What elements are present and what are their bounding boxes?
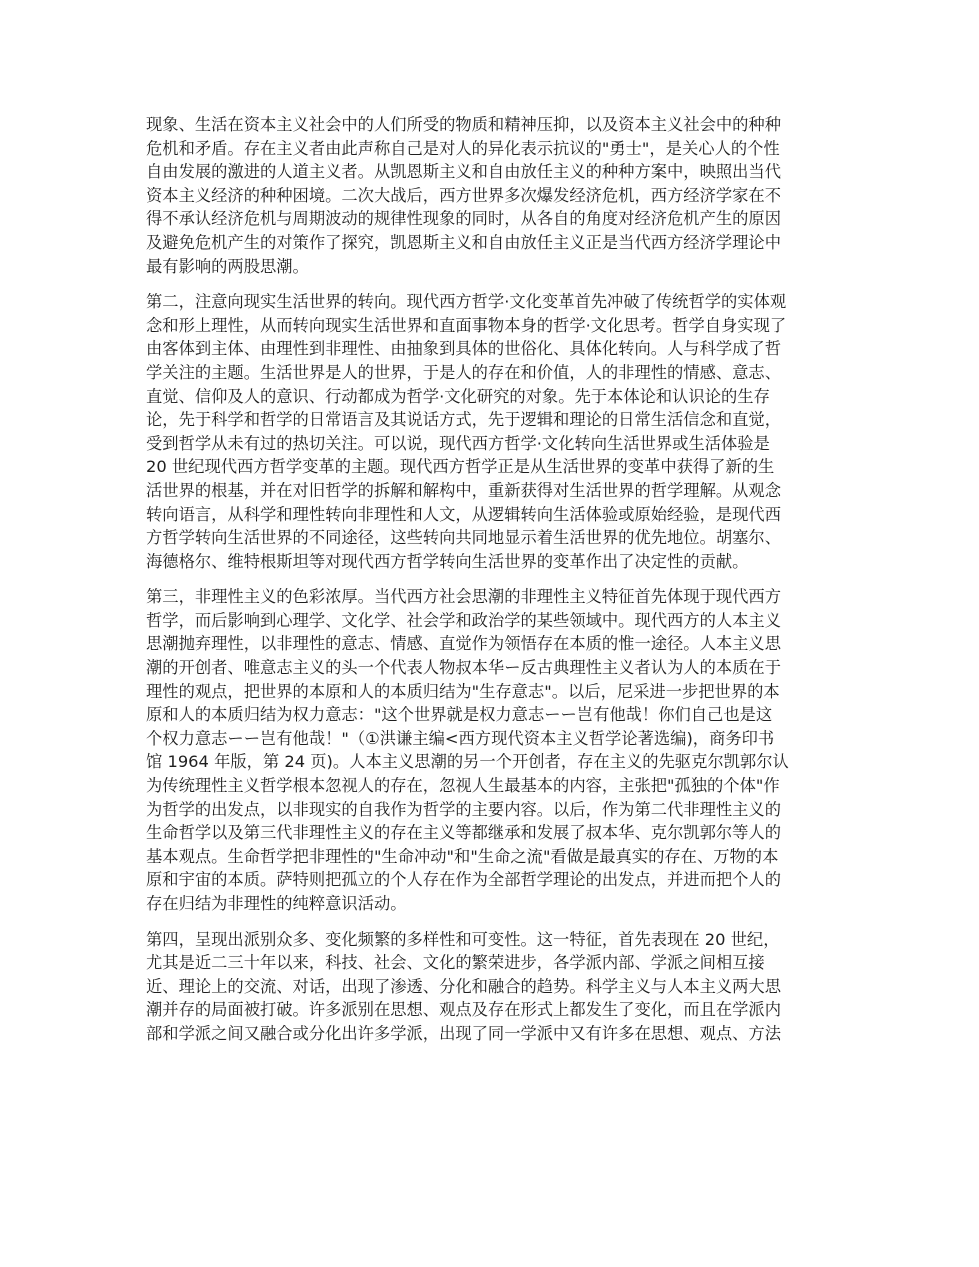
text-line: 论，先于科学和哲学的日常语言及其说话方式，先于逻辑和理论的日常生活信念和直觉， bbox=[146, 410, 781, 430]
text-line: 直觉、信仰及人的意识、行动都成为哲学·文化研究的对象。先于本体论和认识论的生存 bbox=[146, 386, 770, 406]
paragraph-2 bbox=[146, 290, 846, 573]
text-line: 理性的观点，把世界的本原和人的本质归结为"生存意志"。以后，尼采进一步把世界的本 bbox=[146, 681, 780, 701]
text-line: 资本主义经济的种种困境。二次大战后，西方世界多次爆发经济危机，西方经济学家在不 bbox=[146, 185, 781, 205]
text-line: 生命哲学以及第三代非理性主义的存在主义等都继承和发展了叔本华、克尔凯郭尔等人的 bbox=[146, 823, 781, 843]
text-line: 现象、生活在资本主义社会中的人们所受的物质和精神压抑，以及资本主义社会中的种种 bbox=[146, 115, 781, 134]
text-line: 受到哲学从未有过的热切关注。可以说，现代西方哲学·文化转向生活世界或生活体验是 bbox=[146, 433, 770, 453]
text-line: 潮的开创者、唯意志主义的头一个代表人物叔本华ー反古典理性主义者认为人的本质在于 bbox=[146, 658, 781, 678]
text-line: 潮并存的局面被打破。许多派别在思想、观点及存在形式上都发生了变化，而且在学派内 bbox=[146, 1000, 781, 1020]
text-line: 尤其是近二三十年以来，科技、社会、文化的繁荣进步，各学派内部、学派之间相互接 bbox=[146, 953, 765, 973]
text-line: 学关注的主题。生活世界是人的世界，于是人的存在和价值，人的非理性的情感、意志、 bbox=[146, 362, 781, 382]
paragraph-3 bbox=[146, 585, 846, 915]
text-line: 自由发展的激进的人道主义者。从凯恩斯主义和自由放任主义的种种方案中，映照出当代 bbox=[146, 162, 781, 182]
text-line: 第三，非理性主义的色彩浓厚。当代西方社会思潮的非理性主义特征首先体现于现代西方 bbox=[146, 587, 781, 607]
paragraph-4 bbox=[146, 928, 846, 1046]
text-line: 第二，注意向现实生活世界的转向。现代西方哲学·文化变革首先冲破了传统哲学的实体观 bbox=[146, 292, 787, 312]
text-line: 方哲学转向生活世界的不同途径，这些转向共同地显示着生活世界的优先地位。胡塞尔、 bbox=[146, 528, 781, 548]
text-line: 原和宇宙的本质。萨特则把孤立的个人存在作为全部哲学理论的出发点，并进而把个人的 bbox=[146, 870, 781, 890]
text-line: 活世界的根基，并在对旧哲学的拆解和解构中，重新获得对生活世界的哲学理解。从观念 bbox=[146, 480, 781, 500]
text-line: 原和人的本质归结为权力意志："这个世界就是权力意志ーー岂有他哉！你们自己也是这 bbox=[146, 705, 773, 725]
text-line: 20 世纪现代西方哲学变革的主题。现代西方哲学正是从生活世界的变革中获得了新的生 bbox=[146, 457, 775, 477]
text-line: 思潮抛弃理性，以非理性的意志、情感、直觉作为领悟存在本质的惟一途径。人本主义思 bbox=[146, 634, 781, 654]
text-line: 及避免危机产生的对策作了探究，凯恩斯主义和自由放任主义正是当代西方经济学理论中 bbox=[146, 232, 781, 252]
text-line: 近、理论上的交流、对话，出现了渗透、分化和融合的趋势。科学主义与人本主义两大思 bbox=[146, 976, 781, 996]
document-page bbox=[146, 113, 846, 1058]
text-line: 为传统理性主义哲学根本忽视人的存在，忽视人生最基本的内容，主张把"孤独的个体"作 bbox=[146, 776, 780, 796]
text-line: 第四，呈现出派别众多、变化频繁的多样性和可变性。这一特征，首先表现在 20 世纪， bbox=[146, 929, 780, 949]
text-line: 存在归结为非理性的纯粹意识活动。 bbox=[146, 894, 407, 913]
text-line: 危机和矛盾。存在主义者由此声称自己是对人的异化表示抗议的"勇士"，是关心人的个性 bbox=[146, 138, 780, 158]
text-line: 得不承认经济危机与周期波动的规律性现象的同时，从各自的角度对经济危机产生的原因 bbox=[146, 209, 781, 229]
text-line: 转向语言，从科学和理性转向非理性和人文，从逻辑转向生活体验或原始经验，是现代西 bbox=[146, 504, 781, 524]
text-line: 由客体到主体、由理性到非理性、由抽象到具体的世俗化、具体化转向。人与科学成了哲 bbox=[146, 339, 781, 359]
text-line: 念和形上理性，从而转向现实生活世界和直面事物本身的哲学·文化思考。哲学自身实现了 bbox=[146, 315, 787, 335]
text-line: 部和学派之间又融合或分化出许多学派，出现了同一学派中又有许多在思想、观点、方法 bbox=[146, 1023, 781, 1043]
text-line: 基本观点。生命哲学把非理性的"生命冲动"和"生命之流"看做是最真实的存在、万物的本 bbox=[146, 846, 779, 866]
text-line: 海德格尔、维特根斯坦等对现代西方哲学转向生活世界的变革作出了决定性的贡献。 bbox=[146, 551, 749, 571]
paragraph-1 bbox=[146, 113, 846, 278]
text-line: 为哲学的出发点，以非现实的自我作为哲学的主要内容。以后，作为第二代非理性主义的 bbox=[146, 799, 781, 819]
text-line: 最有影响的两股思潮。 bbox=[146, 256, 309, 276]
text-line: 个权力意志ーー岂有他哉！"（①洪谦主编<西方现代资本主义哲学论著选编)，商务印书 bbox=[146, 728, 775, 748]
text-line: 哲学，而后影响到心理学、文化学、社会学和政治学的某些领域中。现代西方的人本主义 bbox=[146, 610, 781, 630]
text-line: 馆 1964 年版，第 24 页)。人本主义思潮的另一个开创者，存在主义的先驱克尔凯郭尔认 bbox=[146, 752, 789, 772]
